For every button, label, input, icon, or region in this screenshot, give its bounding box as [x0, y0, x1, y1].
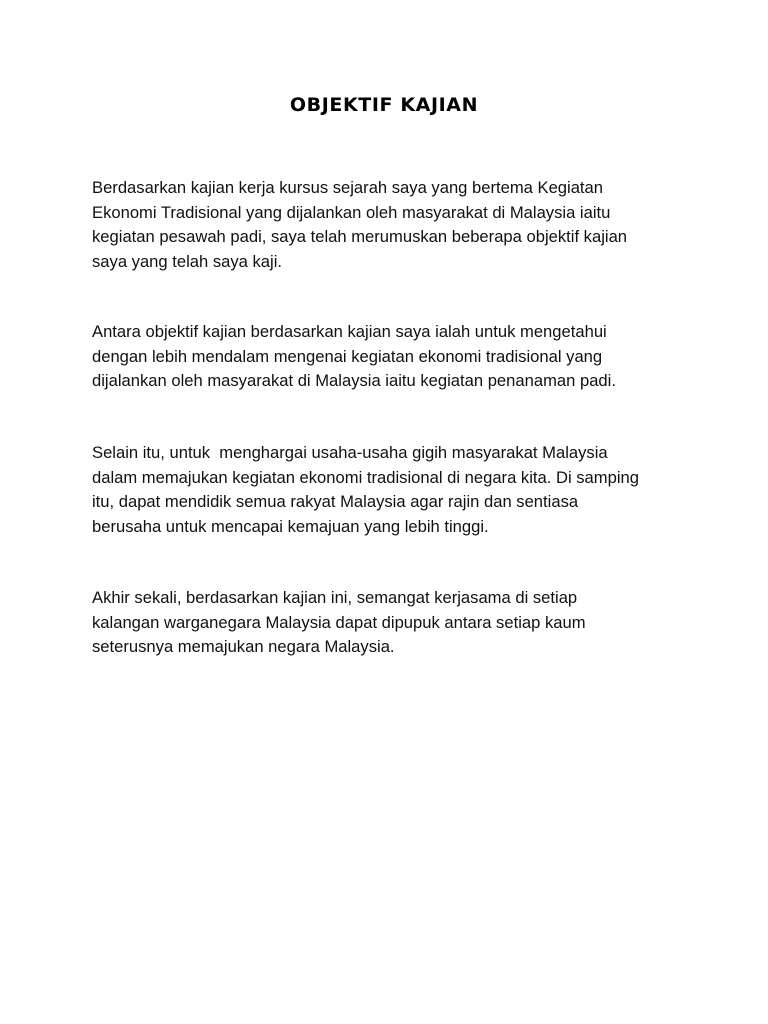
paragraph-line: Antara objektif kajian berdasarkan kajian saya ialah untuk mengetahui — [92, 322, 607, 341]
paragraph-line: berusaha untuk mencapai kemajuan yang lebih tinggi. — [92, 516, 489, 536]
paragraph-objective-two — [92, 441, 682, 539]
paragraph-line: Selain itu, untuk menghargai usaha-usaha gigih masyarakat Malaysia — [92, 443, 608, 462]
paragraph-line: saya yang telah saya kaji. — [92, 251, 283, 271]
paragraph-conclusion — [92, 586, 682, 660]
paragraph-line: Berdasarkan kajian kerja kursus sejarah saya yang bertema Kegiatan — [92, 178, 604, 197]
paragraph-line: dengan lebih mendalam mengenai kegiatan ekonomi tradisional yang — [92, 346, 603, 366]
paragraph-introduction — [92, 176, 682, 274]
page-title: OBJEKTIF KAJIAN — [289, 94, 479, 116]
paragraph-objective-one — [92, 320, 682, 394]
paragraph-line: Akhir sekali, berdasarkan kajian ini, semangat kerjasama di setiap — [92, 588, 578, 607]
paragraph-line: kegiatan pesawah padi, saya telah merumuskan beberapa objektif kajian — [92, 227, 628, 247]
paragraph-line: dalam memajukan kegiatan ekonomi tradisional di negara kita. Di samping — [92, 467, 639, 487]
paragraph-line: kalangan warganegara Malaysia dapat dipupuk antara setiap kaum — [92, 612, 586, 632]
paragraph-line: itu, dapat mendidik semua rakyat Malaysia agar rajin dan sentiasa — [92, 492, 579, 512]
paragraph-line: Ekonomi Tradisional yang dijalankan oleh masyarakat di Malaysia iaitu — [92, 202, 611, 222]
paragraph-line: seterusnya memajukan negara Malaysia. — [92, 637, 395, 657]
paragraph-line: dijalankan oleh masyarakat di Malaysia iaitu kegiatan penanaman padi. — [92, 371, 616, 391]
